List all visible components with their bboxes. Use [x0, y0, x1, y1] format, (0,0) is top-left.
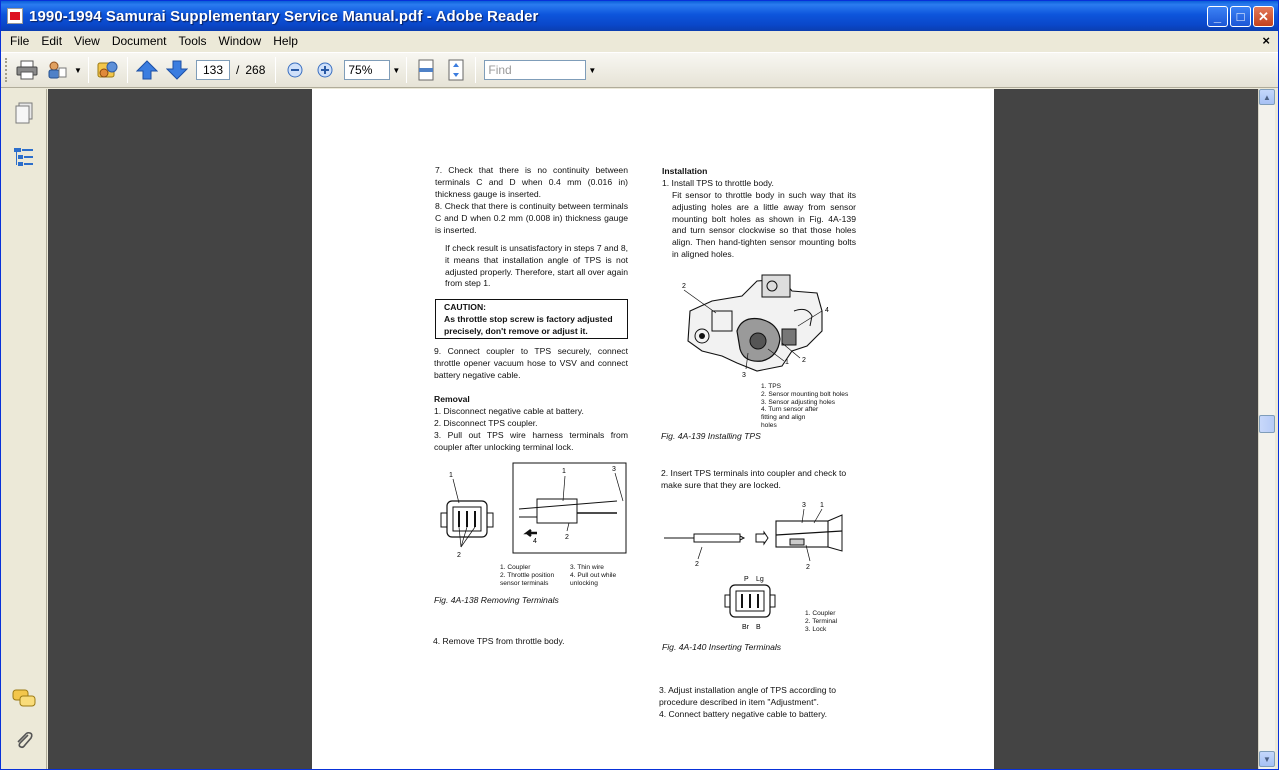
scroll-up-icon[interactable]: ▲	[1259, 89, 1275, 105]
legend-item: 2. Throttle position	[500, 571, 555, 579]
toolbar	[1, 52, 1278, 88]
adobe-reader-icon	[7, 8, 23, 24]
menu-file[interactable]: File	[10, 34, 30, 48]
figure-4a-138-legend-a	[500, 564, 554, 587]
bookmarks-panel-icon[interactable]	[12, 145, 36, 169]
find-dropdown-icon[interactable]: ▼	[588, 65, 597, 75]
total-pages: 268	[245, 63, 266, 77]
legend-item: 4. Turn sensor after	[761, 406, 819, 414]
caution-text: As throttle stop screw is factory adjusted precisely, don't remove or adjust it.	[444, 313, 613, 336]
menu-bar	[1, 31, 1278, 51]
wire-color-lg: Lg	[756, 576, 764, 583]
document-viewer[interactable]	[48, 89, 1258, 769]
caution-title: CAUTION:	[444, 302, 487, 312]
window-controls	[1207, 6, 1274, 27]
legend-item: 2. Sensor mounting bolt holes	[761, 390, 849, 398]
zoom-level-input[interactable]: 75%	[344, 60, 390, 80]
scroll-down-icon[interactable]: ▼	[1259, 751, 1275, 767]
document-close-button[interactable]: ×	[1262, 33, 1270, 48]
legend-item: 3. Sensor adjusting holes	[761, 398, 836, 406]
minimize-button[interactable]: _	[1207, 6, 1228, 27]
legend-item: 3. Thin wire	[570, 564, 604, 571]
svg-text:2: 2	[806, 564, 810, 571]
close-button[interactable]: ✕	[1253, 6, 1274, 27]
comments-panel-icon[interactable]	[12, 687, 36, 711]
menu-view[interactable]: View	[74, 34, 100, 48]
legend-item: holes	[761, 421, 777, 429]
pages-panel-icon[interactable]	[12, 101, 36, 125]
svg-text:2: 2	[682, 283, 686, 290]
figure-4a-139-legend	[761, 383, 848, 430]
legend-item: 1. Coupler	[500, 564, 531, 571]
svg-text:2: 2	[565, 534, 569, 541]
step-8-text: 8. Check that there is continuity between terminals C and D when 0.2 mm (0.008 in) thickness gauge is inserted.	[435, 201, 628, 235]
fit-page-icon[interactable]	[443, 57, 469, 83]
zoom-out-icon[interactable]	[282, 57, 308, 83]
toolbar-separator	[88, 57, 89, 83]
zoom-dropdown-icon[interactable]: ▼	[392, 65, 401, 75]
svg-text:3: 3	[742, 372, 746, 379]
pdf-page	[312, 89, 994, 769]
window-title: 1990-1994 Samurai Supplementary Service Manual.pdf - Adobe Reader	[29, 7, 539, 25]
svg-text:1: 1	[785, 359, 789, 366]
svg-text:1: 1	[820, 502, 824, 509]
attachments-icon[interactable]	[12, 729, 36, 753]
share-icon[interactable]	[44, 57, 70, 83]
svg-text:3: 3	[802, 502, 806, 509]
step-9-text: 9. Connect coupler to TPS securely, connect throttle opener vacuum hose to VSV and connect battery negative cable.	[434, 346, 628, 380]
svg-text:4: 4	[825, 307, 829, 314]
legend-item: unlocking	[570, 579, 598, 587]
install-step-2: 2. Insert TPS terminals into coupler and check to make sure that they are locked.	[661, 468, 847, 490]
page-separator: /	[236, 63, 240, 77]
legend-item: sensor terminals	[500, 579, 549, 587]
figure-4a-138-drawing	[437, 461, 632, 561]
collaborate-icon[interactable]	[95, 57, 121, 83]
vertical-scrollbar[interactable]	[1258, 89, 1275, 769]
legend-item: 1. TPS	[761, 383, 782, 390]
navigation-pane	[1, 89, 47, 769]
figure-4a-140-legend	[805, 610, 837, 633]
menu-help[interactable]: Help	[273, 34, 298, 48]
wire-color-p: P	[744, 576, 749, 583]
zoom-in-icon[interactable]	[312, 57, 338, 83]
legend-item: fitting and align	[761, 414, 806, 422]
wire-color-br: Br	[742, 624, 749, 631]
menu-window[interactable]: Window	[218, 34, 262, 48]
svg-text:1: 1	[562, 468, 566, 475]
removal-step-3: 3. Pull out TPS wire harness terminals from coupler after unlocking terminal lock.	[434, 430, 628, 452]
toolbar-grip[interactable]	[5, 58, 8, 82]
menu-tools[interactable]: Tools	[178, 34, 207, 48]
install-step-3: 3. Adjust installation angle of TPS according to procedure described in item "Adjustment".	[659, 685, 837, 707]
svg-text:4: 4	[533, 538, 537, 545]
find-input[interactable]: Find	[484, 60, 586, 80]
toolbar-separator	[475, 57, 476, 83]
wire-color-b: B	[756, 624, 761, 631]
install-step-1-text: Fit sensor to throttle body in such way that its adjusting holes are a little away from sensor mounting bolt holes as shown in Fig. 4A-139 and turn sensor clockwise so that those holes align. Then hand-tighten sensor mounting bolts in aligned holes.	[672, 190, 856, 259]
title-bar[interactable]	[1, 1, 1278, 31]
svg-text:2: 2	[695, 561, 699, 568]
svg-text:2: 2	[457, 552, 461, 559]
installation-heading: Installation	[662, 166, 708, 176]
toolbar-separator	[275, 57, 276, 83]
svg-text:3: 3	[612, 466, 616, 473]
removal-step-2: 2. Disconnect TPS coupler.	[434, 418, 538, 428]
caution-box	[435, 299, 628, 339]
svg-text:1: 1	[449, 472, 453, 479]
step-7-text: 7. Check that there is no continuity between terminals C and D when 0.4 mm (0.016 in) thickness gauge is inserted.	[435, 165, 628, 199]
next-page-icon[interactable]	[164, 57, 190, 83]
install-step-1-title: 1. Install TPS to throttle body.	[662, 178, 774, 188]
maximize-button[interactable]: □	[1230, 6, 1251, 27]
figure-4a-140-caption: Fig. 4A-140 Inserting Terminals	[662, 642, 782, 652]
unsatisfactory-note: If check result is unsatisfactory in steps 7 and 8, it means that installation angle of TPS is not adjusted properly. Therefore, start all over again from step 1.	[445, 243, 628, 289]
install-step-4: 4. Connect battery negative cable to battery.	[659, 709, 827, 719]
share-dropdown-icon[interactable]: ▼	[74, 65, 82, 75]
menu-document[interactable]: Document	[111, 34, 167, 48]
removal-heading: Removal	[434, 394, 470, 404]
figure-4a-138-legend-b	[570, 564, 616, 587]
print-icon[interactable]	[14, 57, 40, 83]
toolbar-separator	[127, 57, 128, 83]
legend-item: 1. Coupler	[805, 610, 836, 617]
figure-4a-139-drawing	[682, 271, 842, 386]
fit-width-icon[interactable]	[413, 57, 439, 83]
removal-step-4: 4. Remove TPS from throttle body.	[433, 636, 565, 646]
toolbar-separator	[406, 57, 407, 83]
scrollbar-thumb[interactable]	[1259, 415, 1275, 433]
legend-item: 4. Pull out while	[570, 571, 617, 579]
legend-item: 3. Lock	[805, 625, 827, 633]
previous-page-icon[interactable]	[134, 57, 160, 83]
legend-item: 2. Terminal	[805, 617, 838, 625]
figure-4a-139-caption: Fig. 4A-139 Installing TPS	[661, 431, 761, 441]
page-number-input[interactable]: 133	[196, 60, 230, 80]
removal-step-1: 1. Disconnect negative cable at battery.	[434, 406, 584, 416]
svg-text:2: 2	[802, 357, 806, 364]
menu-edit[interactable]: Edit	[41, 34, 63, 48]
figure-4a-138-caption: Fig. 4A-138 Removing Terminals	[434, 595, 559, 605]
